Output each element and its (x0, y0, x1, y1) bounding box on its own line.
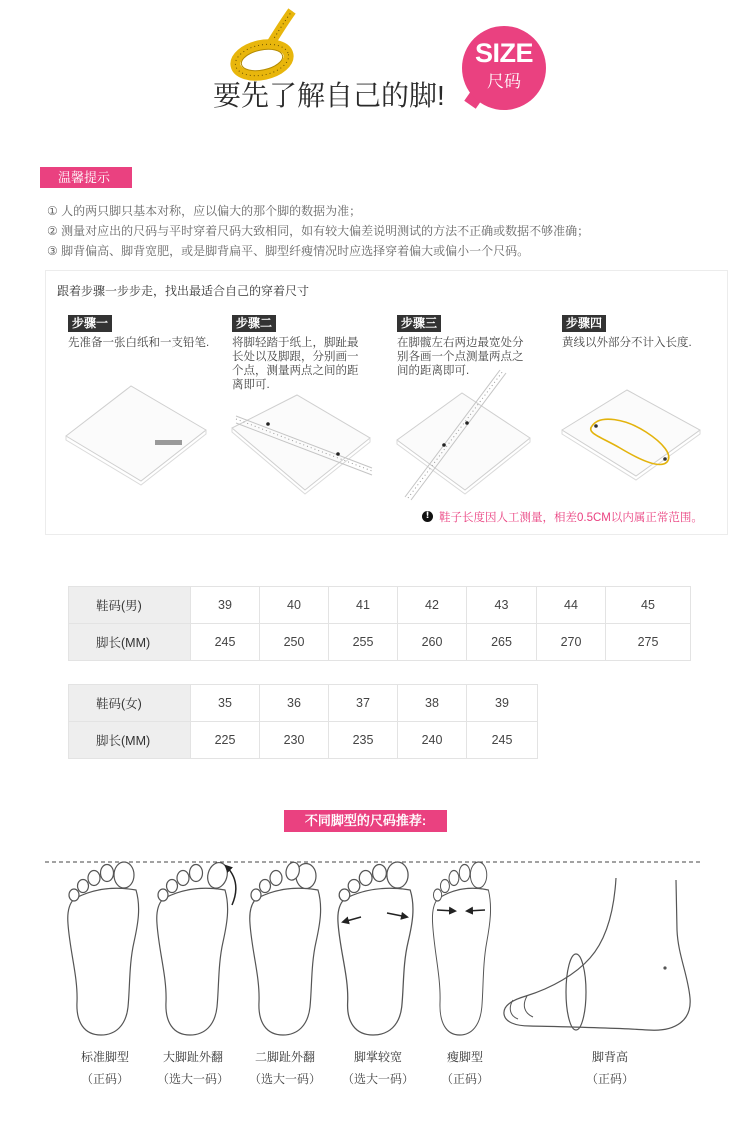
tip-item: ③ 脚背偏高、脚背宽肥，或是脚背扁平、脚型纤瘦情况时应选择穿着偏大或偏小一个尺码。 (47, 244, 530, 258)
measure-dot (266, 422, 270, 426)
size-badge (462, 26, 546, 110)
table-cell: 40 (260, 587, 329, 624)
toe (101, 865, 114, 882)
toe (433, 889, 441, 901)
toe (190, 865, 203, 882)
toe (348, 880, 360, 893)
step-3-label: 步骤三 (397, 315, 441, 332)
step-text-line: 长处以及脚跟，分别画一 (232, 351, 359, 363)
paper-sheet (397, 393, 530, 490)
foot-type-advice: （正码） (80, 1072, 129, 1086)
foot-type-name: 脚背高 (591, 1050, 628, 1064)
step-text-line: 在脚髋左右两边最宽处分 (397, 337, 524, 349)
table-cell: 235 (329, 722, 398, 759)
toe (177, 871, 189, 886)
step-3-text (397, 336, 524, 378)
big-toe (387, 862, 408, 888)
step-text-line: 离即可. (232, 379, 270, 391)
foot-types-title: 不同脚型的尺码推荐: (284, 810, 447, 832)
tip-item: ② 测量对应出的尺码与平时穿着尺码大致相同，如有较大偏差说明测试的方法不正确或数据不够准确； (47, 224, 590, 238)
measure-dot (465, 421, 469, 425)
toe (449, 871, 459, 886)
step-1-illustration (66, 386, 206, 485)
row-header: 鞋码(女) (69, 685, 191, 722)
measurement-note (422, 510, 703, 526)
step-text-line: 将脚轻踏于纸上，脚趾最 (232, 337, 359, 349)
foot-type-name: 二脚趾外翻 (254, 1050, 315, 1064)
step-2-illustration (232, 395, 372, 494)
table-cell: 245 (191, 624, 260, 661)
table-cell: 42 (398, 587, 467, 624)
second-toe-valgus-foot-icon (250, 861, 321, 1035)
toe (260, 880, 271, 893)
tip-item: ① 人的两只脚只基本对称，应以偏大的那个脚的数据为准； (47, 204, 362, 218)
paper-sheet (66, 386, 206, 481)
step-2-text (232, 336, 359, 392)
table-cell: 275 (606, 624, 691, 661)
step-text-line: 黄线以外部分不计入长度. (562, 337, 692, 349)
foot-type-standard (55, 1049, 155, 1087)
foot-side-outline (504, 878, 690, 1030)
foot-type-advice: （正码） (585, 1072, 634, 1086)
table-row (69, 624, 691, 661)
toe (459, 865, 470, 882)
paper-sheet (562, 390, 700, 476)
table-cell: 37 (329, 685, 398, 722)
table-cell: 41 (329, 587, 398, 624)
foot-type-advice: （选大一码） (156, 1072, 229, 1086)
foot-type-second-toe-valgus (235, 1049, 335, 1087)
measure-dot (336, 452, 340, 456)
toe (359, 871, 372, 886)
step-1-text (68, 336, 209, 350)
measure-dot (442, 443, 446, 447)
step-1-label: 步骤一 (68, 315, 112, 332)
foot-type-high-instep (560, 1049, 660, 1087)
row-header: 鞋码(男) (69, 587, 191, 624)
foot-type-name: 瘦脚型 (446, 1050, 483, 1064)
foot-type-wide-forefoot (328, 1049, 428, 1087)
measure-dot (594, 424, 598, 428)
foot-sole (157, 888, 228, 1035)
measure-dot (663, 457, 667, 461)
badge-size-text: SIZE (474, 38, 533, 68)
table-cell: 39 (191, 587, 260, 624)
table-cell: 225 (191, 722, 260, 759)
step-text-line: 先准备一张白纸和一支铅笔. (68, 337, 210, 349)
tape-measure-icon (228, 8, 308, 86)
table-cell: 35 (191, 685, 260, 722)
big-toe (470, 862, 486, 888)
toe (440, 880, 449, 893)
foot-type-advice: （选大一码） (341, 1072, 414, 1086)
table-cell: 240 (398, 722, 467, 759)
table-cell: 39 (467, 685, 538, 722)
arrow-right-icon (437, 910, 455, 911)
women-size-table (68, 684, 538, 759)
step-text-line: 个点，测量两点之间的距 (232, 365, 359, 377)
foot-types-illustration (0, 840, 750, 1045)
toe (158, 889, 168, 901)
exclamation-icon (422, 511, 433, 522)
arrow-left-icon (467, 910, 485, 911)
table-cell: 270 (537, 624, 606, 661)
table-cell: 45 (606, 587, 691, 624)
tips-list (47, 201, 589, 261)
table-cell: 265 (467, 624, 537, 661)
toe (339, 889, 350, 901)
step-4-illustration (562, 390, 700, 480)
step-4-text (562, 336, 692, 350)
steps-illustrations (45, 270, 728, 535)
wide-forefoot-icon (338, 862, 413, 1035)
foot-type-advice: （选大一码） (248, 1072, 321, 1086)
table-cell: 36 (260, 685, 329, 722)
foot-sole (68, 888, 139, 1035)
steps-intro: 跟着步骤一步步走，找出最适合自己的穿着尺寸 (57, 284, 310, 298)
toe (373, 865, 387, 882)
badge-size-cn-text: 尺码 (487, 72, 521, 91)
big-toe (205, 860, 230, 890)
men-size-table (68, 586, 691, 661)
row-header: 脚长(MM) (69, 624, 191, 661)
table-cell: 43 (467, 587, 537, 624)
page-title: 要先了解自己的脚! (213, 80, 445, 111)
note-text: 鞋子长度因人工测量，相差0.5CM以内属正常范围。 (439, 512, 703, 524)
toe (88, 871, 100, 886)
foot-sole (338, 888, 413, 1035)
high-instep-foot-icon (504, 878, 690, 1030)
toe (251, 889, 261, 901)
toe (167, 880, 178, 893)
foot-type-slim (415, 1049, 515, 1087)
paper-sheet (232, 395, 370, 490)
foot-type-big-toe-valgus (143, 1049, 243, 1087)
table-cell: 250 (260, 624, 329, 661)
step-text-line: 别各画一个点测量两点之 (397, 351, 524, 363)
toe (78, 880, 89, 893)
table-row (69, 587, 691, 624)
foot-type-name: 大脚趾外翻 (162, 1050, 223, 1064)
step-4-label: 步骤四 (562, 315, 606, 332)
foot-type-name: 脚掌较宽 (353, 1050, 402, 1064)
ankle-dot (663, 966, 666, 969)
step-3-illustration (397, 370, 530, 500)
table-cell: 255 (329, 624, 398, 661)
tips-label: 温馨提示 (40, 167, 132, 188)
table-cell: 230 (260, 722, 329, 759)
table-cell: 44 (537, 587, 606, 624)
pencil-icon (155, 440, 182, 445)
foot-sole (250, 888, 321, 1035)
row-header: 脚长(MM) (69, 722, 191, 759)
standard-foot-icon (68, 862, 139, 1035)
table-row (69, 685, 538, 722)
toe (270, 871, 282, 886)
slim-foot-icon (432, 862, 490, 1035)
table-cell: 38 (398, 685, 467, 722)
big-toe-valgus-foot-icon (157, 860, 230, 1035)
step-2-label: 步骤二 (232, 315, 276, 332)
big-toe (114, 862, 134, 888)
toe (69, 889, 79, 901)
table-cell: 245 (467, 722, 538, 759)
foot-type-advice: （正码） (440, 1072, 489, 1086)
foot-type-name: 标准脚型 (80, 1050, 129, 1064)
table-row (69, 722, 538, 759)
step-text-line: 间的距离即可. (397, 365, 470, 377)
table-cell: 260 (398, 624, 467, 661)
